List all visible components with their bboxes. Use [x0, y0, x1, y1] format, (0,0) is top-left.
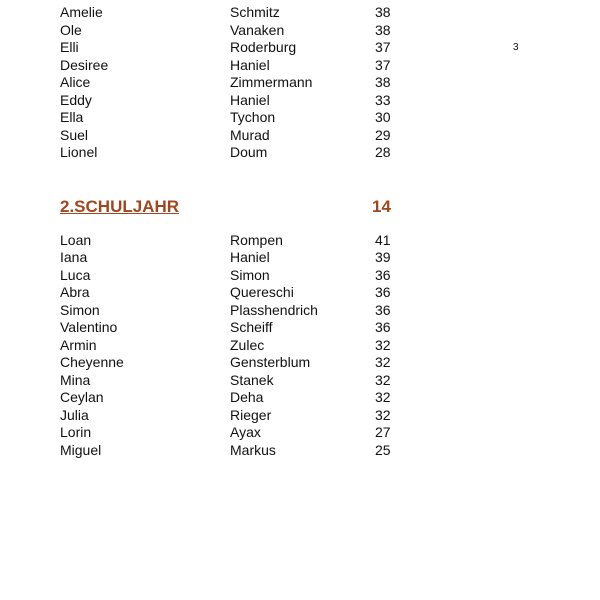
first-name: Suel	[60, 127, 89, 143]
table-row	[0, 38, 600, 56]
table-row	[0, 336, 600, 354]
last-name: Haniel	[230, 92, 270, 108]
last-name: Murad	[230, 127, 270, 143]
score: 36	[375, 319, 391, 335]
first-name: Abra	[60, 284, 90, 300]
first-name: Elli	[60, 39, 79, 55]
first-name: Luca	[60, 267, 91, 283]
table-row	[0, 21, 600, 39]
score: 33	[375, 92, 391, 108]
table-row	[0, 108, 600, 126]
first-name: Iana	[60, 249, 88, 265]
first-name: Eddy	[60, 92, 92, 108]
first-name: Lionel	[60, 144, 98, 160]
score: 36	[375, 302, 391, 318]
table-row	[0, 283, 600, 301]
last-name: Haniel	[230, 249, 270, 265]
first-name: Amelie	[60, 4, 103, 20]
section-title: 2.SCHULJAHR	[60, 197, 180, 216]
score: 32	[375, 389, 391, 405]
score: 38	[375, 74, 391, 90]
section-count: 14	[372, 197, 391, 216]
first-name: Miguel	[60, 442, 102, 458]
page-number: 3	[513, 42, 519, 53]
last-name: Roderburg	[230, 39, 297, 55]
last-name: Markus	[230, 442, 276, 458]
first-name: Valentino	[60, 319, 118, 335]
score: 41	[375, 232, 391, 248]
first-name: Ole	[60, 22, 82, 38]
last-name: Vanaken	[230, 22, 285, 38]
last-name: Plasshendrich	[230, 302, 318, 318]
first-name: Ceylan	[60, 389, 104, 405]
table-row	[0, 441, 600, 459]
score: 36	[375, 267, 391, 283]
last-name: Rieger	[230, 407, 272, 423]
first-name: Lorin	[60, 424, 92, 440]
first-name: Loan	[60, 232, 92, 248]
first-name: Mina	[60, 372, 91, 388]
first-name: Julia	[60, 407, 89, 423]
score: 38	[375, 22, 391, 38]
last-name: Deha	[230, 389, 264, 405]
table-row	[0, 248, 600, 266]
first-name: Cheyenne	[60, 354, 124, 370]
last-name: Doum	[230, 144, 268, 160]
score: 32	[375, 337, 391, 353]
first-name: Armin	[60, 337, 97, 353]
last-name: Ayax	[230, 424, 261, 440]
table-row	[0, 423, 600, 441]
score: 36	[375, 284, 391, 300]
last-name: Zulec	[230, 337, 265, 353]
table-row	[0, 56, 600, 74]
score: 28	[375, 144, 391, 160]
score: 32	[375, 372, 391, 388]
last-name: Zimmermann	[230, 74, 313, 90]
table-row	[0, 91, 600, 109]
first-name: Ella	[60, 109, 84, 125]
last-name: Quereschi	[230, 284, 294, 300]
table-row	[0, 406, 600, 424]
score: 29	[375, 127, 391, 143]
table-row	[0, 388, 600, 406]
score: 37	[375, 39, 391, 55]
table-row	[0, 73, 600, 91]
table-row	[0, 143, 600, 161]
last-name: Tychon	[230, 109, 276, 125]
last-name: Gensterblum	[230, 354, 311, 370]
score: 25	[375, 442, 391, 458]
score: 39	[375, 249, 391, 265]
table-row	[0, 353, 600, 371]
table-row	[0, 371, 600, 389]
last-name: Haniel	[230, 57, 270, 73]
table-row	[0, 318, 600, 336]
section-heading	[0, 196, 600, 218]
score: 38	[375, 4, 391, 20]
table-row	[0, 301, 600, 319]
table-row	[0, 266, 600, 284]
table-row	[0, 3, 600, 21]
score: 32	[375, 407, 391, 423]
last-name: Simon	[230, 267, 270, 283]
last-name: Schmitz	[230, 4, 280, 20]
last-name: Stanek	[230, 372, 274, 388]
score: 32	[375, 354, 391, 370]
score: 30	[375, 109, 391, 125]
last-name: Rompen	[230, 232, 283, 248]
score: 37	[375, 57, 391, 73]
first-name: Desiree	[60, 57, 109, 73]
table-row	[0, 126, 600, 144]
first-name: Simon	[60, 302, 100, 318]
table-row	[0, 231, 600, 249]
score: 27	[375, 424, 391, 440]
last-name: Scheiff	[230, 319, 273, 335]
first-name: Alice	[60, 74, 91, 90]
